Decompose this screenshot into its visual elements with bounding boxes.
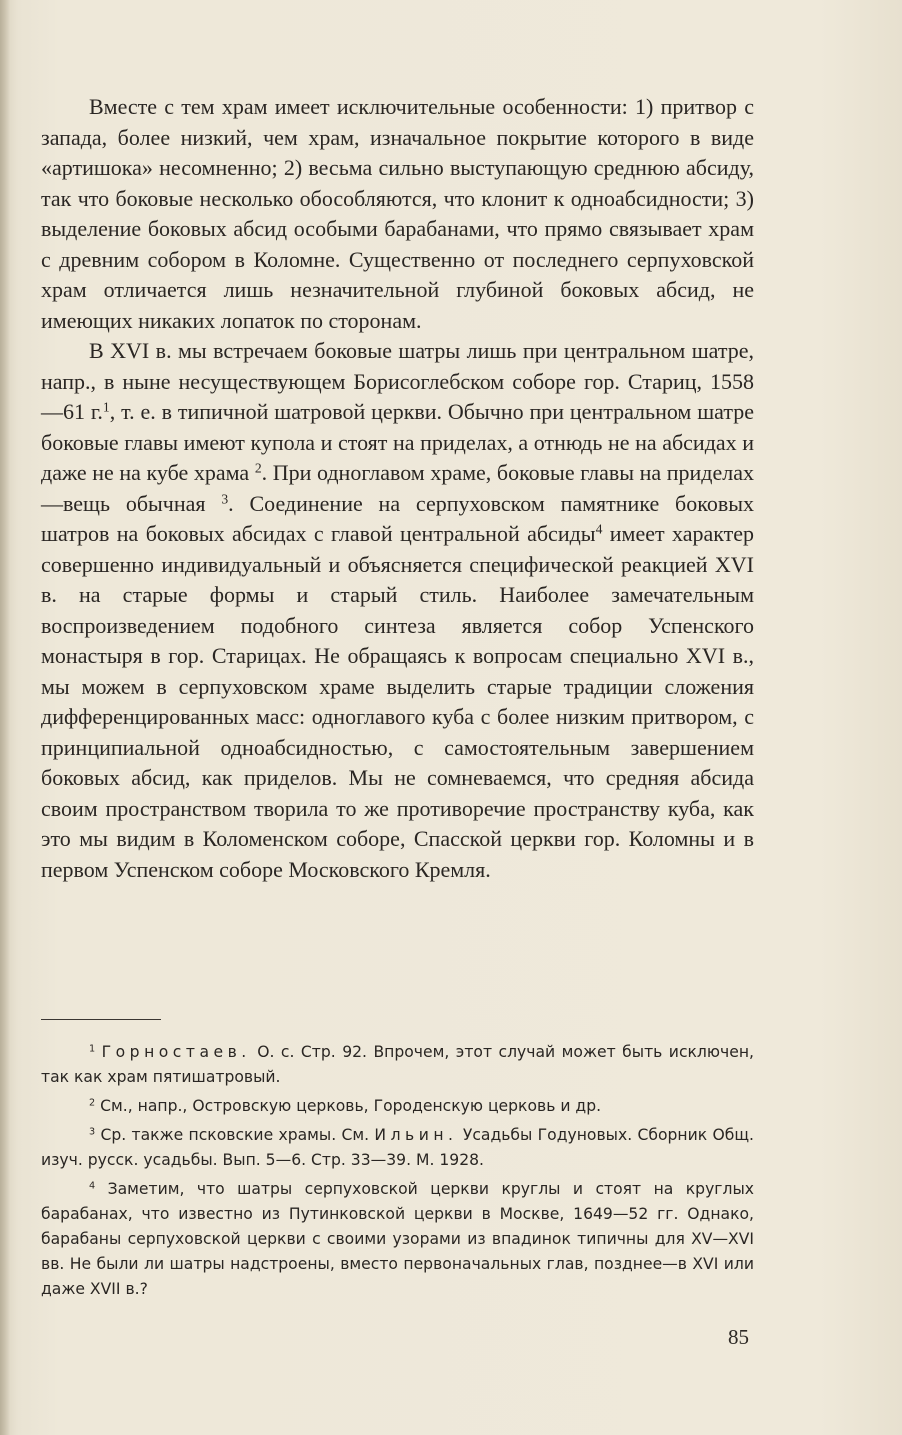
text-segment: , т. е. в типичной шатровой церкви. Обычно при центральном шатре боковые главы имеют купола и стоят на приделах, а отнюдь не на абсидах и даже не на кубе храма	[41, 399, 755, 485]
text-segment: В XVI в. мы встречаем боковые шатры лишь при центральном шатре, напр., в ныне несуществующем Борисоглебском соборе гор. Стариц, 1558—61 г.	[41, 338, 754, 424]
footnote-reference[interactable]: 4	[595, 521, 603, 537]
footnote-reference[interactable]: 3	[221, 491, 229, 506]
footnote-number: 4	[89, 1180, 96, 1192]
author-name: Горностаев.	[101, 1043, 251, 1061]
page-gutter-shadow	[0, 0, 10, 1435]
footnote	[41, 1040, 754, 1090]
footnote	[41, 1123, 754, 1173]
footnote-reference[interactable]: 2	[254, 460, 262, 476]
text-segment: Ср. также псковские храмы. См.	[95, 1126, 375, 1144]
text-segment: имеет характер совершенно индивидуальный и объясняется специфической реакцией XVI в. на старые формы и старый стиль. Наиболее замечательным воспроизведением подобного синтеза является собор Успенского монастыря в гор. Старицах. Не обращаясь к вопросам специально XVI в., мы можем в серпуховском храме выделить старые традиции сложения дифференцированных масс: одноглавого куба с более низким притвором, с принципиальной одноабсидностью, с самостоятельным завершением боковых абсид, как приделов. Мы не сомневаемся, что средняя абсида своим пространством творила то же противоречие пространству куба, как это мы видим в Коломенском соборе, Спасской церкви гор. Коломны и в первом Успенском соборе Московского Кремля.	[41, 521, 754, 882]
footnote-divider	[41, 1019, 161, 1020]
page-number: 85	[728, 1325, 749, 1349]
text-segment: . При одноглавом храме, боковые главы на приделах—вещь обычная	[41, 460, 755, 516]
text-segment: О. с. Стр. 92. Впрочем, этот случай может быть исключен, так как храм пятишатровый.	[41, 1043, 754, 1086]
text-segment: Вместе с тем храм имеет исключительные особенности: 1) притвор с запада, более низкий, чем храм, изначальное покрытие которого в виде «артишока» несомненно; 2) весьма сильно выступающую среднюю абсиду, так что боковые несколько обособляются, что клонит к одноабсидности; 3) выделение боковых абсид особыми барабанами, что прямо связывает храм с древним собором в Коломне. Существенно от последнего серпуховской храм отличается лишь незначительной глубиной боковых абсид, не имеющих никаких лопаток по сторонам.	[41, 94, 754, 333]
footnote-reference[interactable]: 1	[102, 399, 110, 415]
footnotes	[41, 1040, 754, 1306]
text-segment: Усадьбы Годуновых. Сборник Общ. изуч. русск. усадьбы. Вып. 5—6. Стр. 33—39. М. 1928.	[41, 1126, 754, 1169]
text-segment: Заметим, что шатры серпуховской церкви круглы и стоят на круглых барабанах, что известно из Путинковской церкви в Москве, 1649—52 гг. Однако, барабаны серпуховской церкви с своими узорами из впадинок типичны для XV—XVI вв. Не были ли шатры надстроены, вместо первоначальных глав, позднее—в XVI или даже XVII в.?	[41, 1180, 754, 1298]
author-name: Ильин.	[374, 1126, 458, 1144]
text-segment: См., напр., Островскую церковь, Городенскую церковь и др.	[95, 1097, 602, 1115]
main-text	[41, 92, 754, 885]
footnote	[41, 1094, 754, 1119]
footnote-number: 2	[89, 1097, 96, 1109]
paragraph	[41, 336, 754, 885]
footnote-number: 3	[89, 1126, 96, 1138]
text-segment: . Соединение на серпуховском памятнике боковых шатров на боковых абсидах с главой центральной абсиды	[41, 490, 754, 546]
footnote-number: 1	[89, 1043, 96, 1055]
paragraph	[41, 92, 754, 336]
footnote	[41, 1177, 754, 1302]
